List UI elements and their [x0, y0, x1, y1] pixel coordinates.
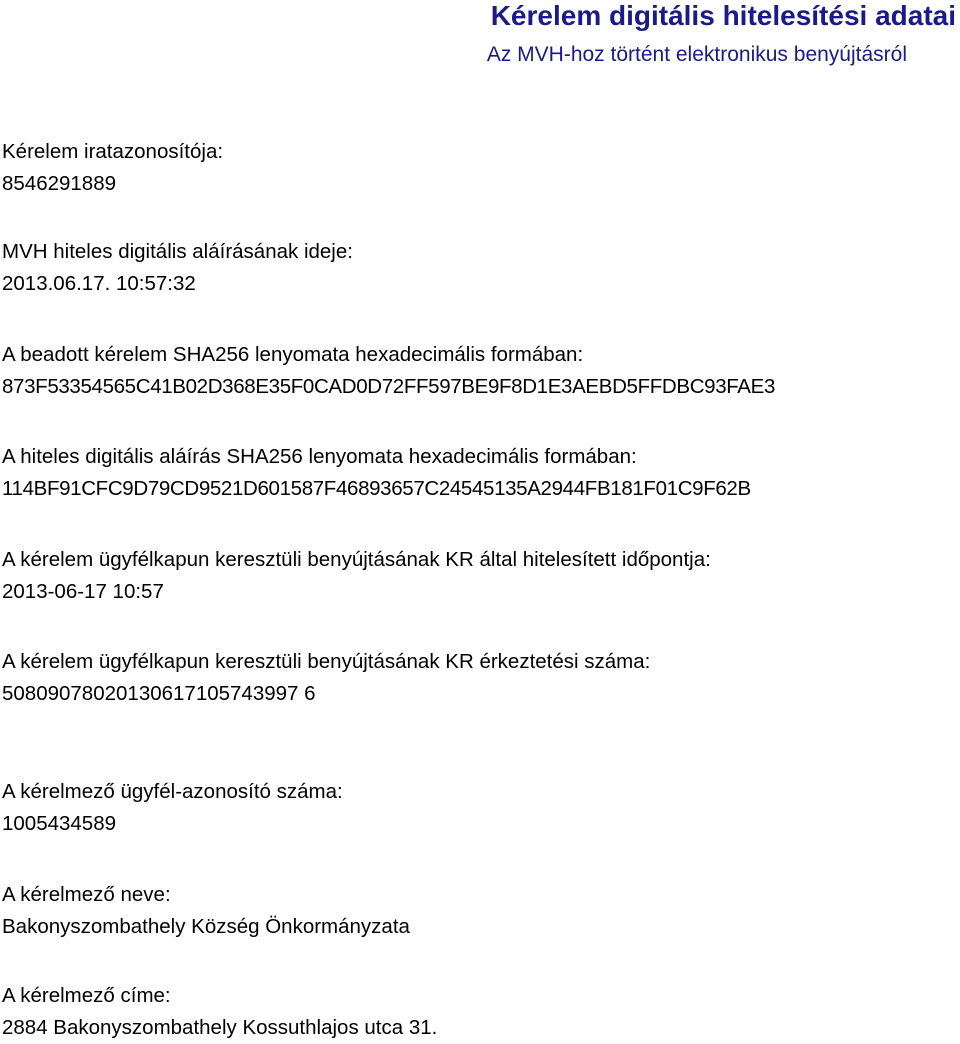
submission-time-field — [2, 544, 952, 608]
signature-hash-label: A hiteles digitális aláírás SHA256 lenyomata hexadecimális formában: — [2, 445, 637, 468]
page-title: Kérelem digitális hitelesítési adatai — [490, 0, 956, 31]
client-id-field — [2, 776, 952, 840]
submission-time-value: 2013-06-17 10:57 — [2, 580, 164, 603]
signature-time-label: MVH hiteles digitális aláírásának ideje: — [2, 240, 353, 263]
registration-number-label: A kérelem ügyfélkapun keresztüli benyújtásának KR érkeztetési száma: — [2, 650, 651, 673]
document-id-field — [2, 136, 952, 200]
client-id-label: A kérelmező ügyfél-azonosító száma: — [2, 780, 343, 803]
applicant-address-label: A kérelmező címe: — [2, 984, 171, 1007]
client-id-value: 1005434589 — [2, 812, 117, 835]
signature-hash-value: 114BF91CFC9D79CD9521D601587F46893657C24545135A2944FB181F01C9F62B — [2, 477, 751, 500]
applicant-address-field — [2, 980, 952, 1044]
document-id-value: 8546291889 — [2, 172, 117, 195]
submission-time-label: A kérelem ügyfélkapun keresztüli benyújtásának KR által hitelesített időpontja: — [2, 548, 711, 571]
applicant-name-label: A kérelmező neve: — [2, 883, 171, 906]
applicant-address-value: 2884 Bakonyszombathely Kossuthlajos utca 31. — [2, 1016, 438, 1039]
registration-number-value: 50809078020130617105743997 6 — [2, 682, 316, 705]
document-id-label: Kérelem iratazonosítója: — [2, 140, 224, 163]
page-subtitle: Az MVH-hoz történt elektronikus benyújtásról — [486, 43, 907, 66]
request-hash-label: A beadott kérelem SHA256 lenyomata hexadecimális formában: — [2, 343, 584, 366]
request-hash-value: 873F53354565C41B02D368E35F0CAD0D72FF597BE9F8D1E3AEBD5FFDBC93FAE3 — [2, 375, 776, 398]
request-hash-field — [2, 339, 952, 403]
signature-time-field — [2, 236, 952, 300]
applicant-name-field — [2, 879, 952, 943]
applicant-name-value: Bakonyszombathely Község Önkormányzata — [2, 915, 410, 938]
signature-time-value: 2013.06.17. 10:57:32 — [2, 272, 196, 295]
signature-hash-field — [2, 441, 952, 505]
registration-number-field — [2, 646, 952, 710]
